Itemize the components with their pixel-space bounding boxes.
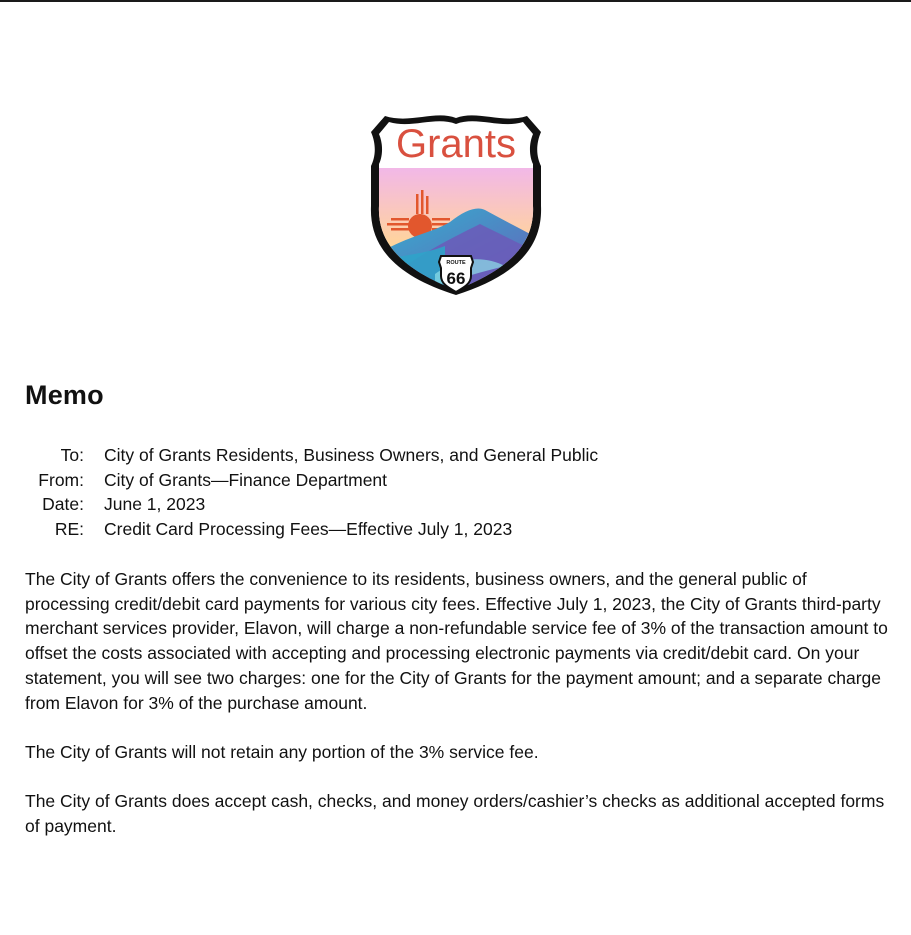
city-of-grants-logo xyxy=(365,106,547,296)
from-value: City of Grants—Finance Department xyxy=(104,469,388,490)
top-border-line xyxy=(0,0,911,2)
date-value: June 1, 2023 xyxy=(104,494,206,515)
to-value: City of Grants Residents, Business Owners, and General Public xyxy=(104,445,599,465)
body-paragraph: The City of Grants will not retain any portion of the 3% service fee. xyxy=(25,741,539,762)
body-paragraph: The City of Grants offers the convenience to its residents, business owners, and the general public of processing credit/debit card payments for various city fees. Effective July 1, 2023, the City of Grants third-party merchant services provider, Elavon, will charge a non-refundable service fee of 3% of the transaction amount to offset the costs associated with accepting and processing electronic payments via credit/debit card. On your statement, you will see two charges: one for the City of Grants for the payment amount; and a separate charge from Elavon for 3% of the purchase amount. xyxy=(25,569,888,713)
date-label: Date: xyxy=(42,494,84,515)
from-row xyxy=(0,468,598,493)
re-row xyxy=(0,517,598,542)
to-label: To: xyxy=(60,445,84,465)
route-number: 66 xyxy=(446,269,466,288)
memo-title: Memo xyxy=(25,380,104,410)
body-paragraph: The City of Grants does accept cash, checks, and money orders/cashier’s checks as additional accepted forms of payment. xyxy=(25,791,885,836)
memo-header xyxy=(0,443,598,542)
route-label: ROUTE xyxy=(446,260,466,266)
logo-city-name: Grants xyxy=(395,122,517,166)
date-row xyxy=(0,492,598,517)
re-label: RE: xyxy=(54,519,84,540)
memo-body xyxy=(25,567,895,863)
re-value: Credit Card Processing Fees—Effective July 1, 2023 xyxy=(104,519,513,540)
from-label: From: xyxy=(38,469,84,490)
to-row xyxy=(0,443,598,468)
